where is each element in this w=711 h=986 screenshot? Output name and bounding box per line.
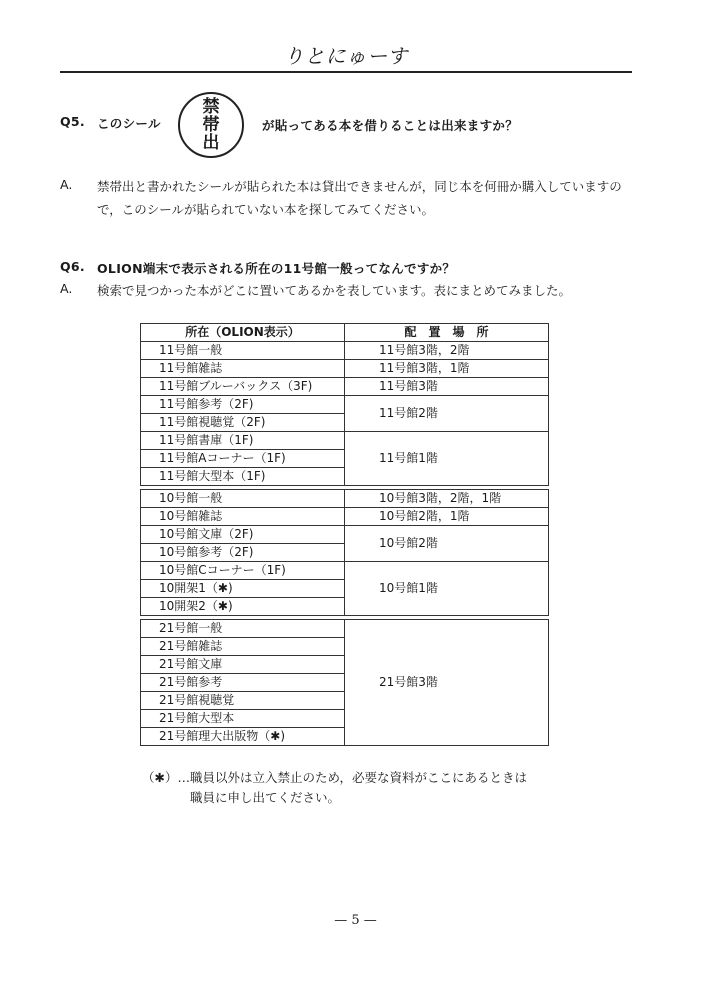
location-cell: 21号館参考 [141, 674, 345, 692]
place-cell: 11号館1階 [345, 432, 549, 486]
newsletter-title: りとにゅーす [283, 44, 409, 68]
location-cell: 11号館雑誌 [141, 360, 345, 378]
location-cell: 10号館文庫（2F) [141, 526, 345, 544]
place-cell: 10号館2階，1階 [345, 508, 549, 526]
q6-text: OLION端末で表示される所在の11号館一般ってなんですか？ [97, 261, 456, 276]
header-place: 配 置 場 所 [345, 324, 549, 342]
a6-text: 検索で見つかった本がどこに置いてあるかを表しています。表にまとめてみました。 [97, 283, 572, 298]
stamp-char-1: 禁 [202, 97, 220, 117]
place-cell: 10号館1階 [345, 562, 549, 616]
a6-label: A. [60, 281, 73, 296]
table-row [141, 360, 549, 378]
location-cell: 10号館Cコーナー（1F) [141, 562, 345, 580]
location-table [140, 323, 549, 746]
place-cell: 11号館3階 [345, 378, 549, 396]
location-cell: 11号館参考（2F) [141, 396, 345, 414]
a5-line-1: 禁帯出と書かれたシールが貼られた本は貸出できませんが，同じ本を何冊か購入していますの [97, 179, 622, 194]
location-cell: 21号館一般 [141, 620, 345, 638]
location-cell: 21号館視聴覚 [141, 692, 345, 710]
table-header-row [141, 324, 549, 342]
q5-text-after: が貼ってある本を借りることは出来ますか？ [262, 118, 519, 133]
title-rule [60, 71, 632, 73]
a5-line-2: で，このシールが貼られていない本を探してみてください。 [97, 202, 435, 217]
location-cell: 21号館雑誌 [141, 638, 345, 656]
location-cell: 11号館書庫（1F) [141, 432, 345, 450]
table-row [141, 526, 549, 544]
location-cell: 10号館参考（2F) [141, 544, 345, 562]
place-cell: 21号館3階 [345, 620, 549, 746]
page-number: — 5 — [334, 913, 377, 928]
table-row [141, 508, 549, 526]
footnote-line-2: 職員に申し出てください。 [190, 790, 341, 805]
table-row [141, 620, 549, 638]
location-cell: 11号館視聴覚（2F) [141, 414, 345, 432]
q5-label: Q5. [60, 114, 85, 129]
place-cell: 11号館3階，1階 [345, 360, 549, 378]
location-cell: 11号館大型本（1F) [141, 468, 345, 486]
location-cell: 10開架2（✱) [141, 598, 345, 616]
table-row [141, 378, 549, 396]
location-cell: 21号館理大出版物（✱) [141, 728, 345, 746]
table-row [141, 490, 549, 508]
stamp-char-2: 帯 [202, 115, 220, 135]
location-cell: 21号館文庫 [141, 656, 345, 674]
location-cell: 10号館一般 [141, 490, 345, 508]
a5-label: A. [60, 177, 73, 192]
header-location: 所在（OLION表示） [141, 324, 345, 342]
location-cell: 10号館雑誌 [141, 508, 345, 526]
place-cell: 10号館3階，2階，1階 [345, 490, 549, 508]
q6-label: Q6. [60, 259, 85, 274]
footnote-line-1: （✱）…職員以外は立入禁止のため，必要な資料がここにあるときは [142, 770, 527, 785]
table-row [141, 432, 549, 450]
location-cell: 21号館大型本 [141, 710, 345, 728]
place-cell: 10号館2階 [345, 526, 549, 562]
table-row [141, 396, 549, 414]
kintaishutsu-stamp [178, 92, 244, 158]
place-cell: 11号館3階，2階 [345, 342, 549, 360]
location-cell: 10開架1（✱) [141, 580, 345, 598]
stamp-char-3: 出 [202, 133, 220, 153]
place-cell: 11号館2階 [345, 396, 549, 432]
location-cell: 11号館ブルーバックス（3F) [141, 378, 345, 396]
table-row [141, 342, 549, 360]
q5-text-before: このシール [97, 116, 161, 131]
table-row [141, 562, 549, 580]
location-cell: 11号館一般 [141, 342, 345, 360]
location-cell: 11号館Aコーナー（1F) [141, 450, 345, 468]
